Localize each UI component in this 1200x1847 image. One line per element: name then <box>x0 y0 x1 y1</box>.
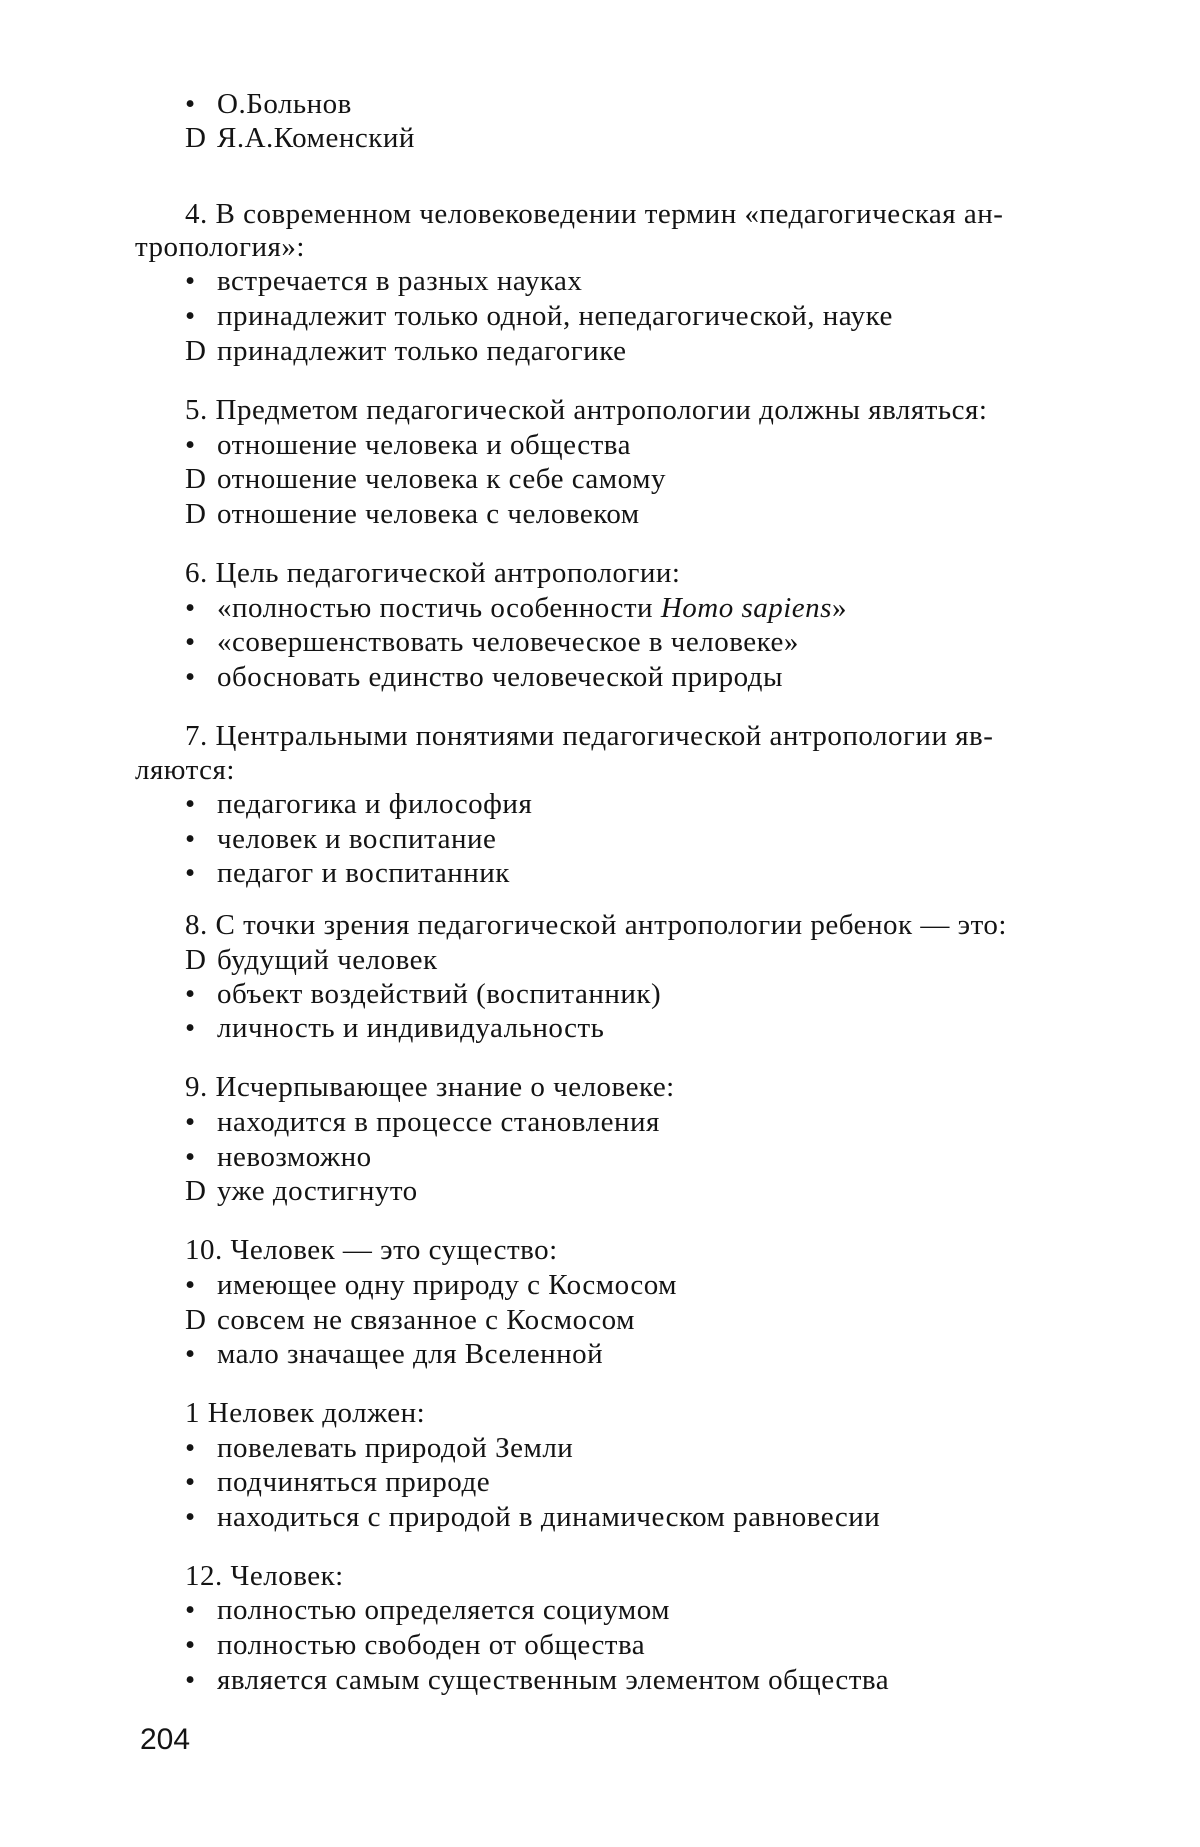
question-5-text: 5. Предметом педагогической антропологии должны являться: <box>185 394 988 426</box>
option-line <box>185 786 532 822</box>
option-marker: D <box>185 122 207 154</box>
option-text: обосновать единство человеческой природы <box>217 661 784 693</box>
option-text: является самым существенным элементом общества <box>217 1664 890 1696</box>
option-marker: • <box>185 857 196 889</box>
latin-term: Homo sapiens <box>660 592 832 624</box>
question-11-text: 1 Неловек должен: <box>185 1397 426 1429</box>
option-line <box>185 855 510 891</box>
option-line <box>185 1499 880 1535</box>
option-marker: D <box>185 1175 207 1207</box>
page-number: 204 <box>140 1723 191 1756</box>
option-text: О.Больнов <box>217 88 352 120</box>
option-marker: • <box>185 978 196 1010</box>
option-text: отношение человека к себе самому <box>217 463 666 495</box>
option-text: полностью определяется социумом <box>217 1594 671 1626</box>
option-line <box>185 1302 635 1338</box>
option-line <box>185 1627 645 1663</box>
option-marker: D <box>185 335 207 367</box>
option-line <box>185 1139 372 1175</box>
option-line <box>185 1173 418 1209</box>
option-line <box>185 1336 603 1372</box>
question-4-text-cont: тропология»: <box>135 231 305 263</box>
option-marker: • <box>185 429 196 461</box>
option-text: имеющее одну природу с Космосом <box>217 1269 677 1301</box>
option-line <box>185 298 893 334</box>
option-text: педагогика и философия <box>217 788 533 820</box>
option-marker: • <box>185 1466 196 1498</box>
option-text: объект воздействий (воспитанник) <box>217 978 662 1010</box>
option-text: принадлежит только одной, непедагогической, науке <box>217 300 893 332</box>
option-marker: • <box>185 823 196 855</box>
option-marker: • <box>185 1269 196 1301</box>
option-line <box>185 263 582 299</box>
option-line <box>185 821 496 857</box>
option-text: невозможно <box>217 1141 372 1173</box>
option-marker: • <box>185 1629 196 1661</box>
option-marker: • <box>185 592 196 624</box>
option-line <box>185 1430 573 1466</box>
option-marker: • <box>185 661 196 693</box>
option-line <box>185 333 626 369</box>
option-text: встречается в разных науках <box>217 265 583 297</box>
option-text: личность и индивидуальность <box>217 1012 605 1044</box>
option-marker: • <box>185 626 196 658</box>
option-text: уже достигнуто <box>217 1175 418 1207</box>
option-line <box>185 1104 660 1140</box>
option-text: Я.А.Коменский <box>217 122 415 154</box>
option-marker: • <box>185 300 196 332</box>
question-6-text: 6. Цель педагогической антропологии: <box>185 557 681 589</box>
option-text: повелевать природой Земли <box>217 1432 574 1464</box>
option-line <box>185 1010 604 1046</box>
option-text: педагог и воспитанник <box>217 857 510 889</box>
option-line <box>185 496 640 532</box>
option-marker: • <box>185 1664 196 1696</box>
option-text: совсем не связанное с Космосом <box>217 1304 635 1336</box>
option-line <box>185 976 661 1012</box>
option-marker: • <box>185 1106 196 1138</box>
option-marker: • <box>185 1501 196 1533</box>
option-text-part: «полностью постичь особенности <box>217 592 661 624</box>
question-10-text: 10. Человек — это существо: <box>185 1234 558 1266</box>
option-line <box>185 1464 490 1500</box>
option-text: полностью свободен от общества <box>217 1629 646 1661</box>
option-text: «совершенствовать человеческое в человеке» <box>217 626 799 658</box>
option-marker: • <box>185 788 196 820</box>
option-text: находится в процессе становления <box>217 1106 660 1138</box>
option-marker: • <box>185 1594 196 1626</box>
question-9-text: 9. Исчерпывающее знание о человеке: <box>185 1071 675 1103</box>
option-text: принадлежит только педагогике <box>217 335 627 367</box>
option-marker: • <box>185 1432 196 1464</box>
question-8-text: 8. С точки зрения педагогической антропологии ребенок — это: <box>185 909 1007 941</box>
option-line <box>185 590 847 626</box>
option-text: мало значащее для Вселенной <box>217 1338 604 1370</box>
option-line <box>185 1592 670 1628</box>
option-line <box>185 1662 889 1698</box>
question-12-text: 12. Человек: <box>185 1560 344 1592</box>
option-marker: D <box>185 498 207 530</box>
option-text: подчиняться природе <box>217 1466 491 1498</box>
option-text: находиться с природой в динамическом равновесии <box>217 1501 881 1533</box>
option-line <box>185 624 799 660</box>
option-text: отношение человека и общества <box>217 429 631 461</box>
option-marker: D <box>185 463 207 495</box>
question-4-text: 4. В современном человековедении термин «педагогическая ан- <box>185 198 1004 230</box>
option-text-part: » <box>831 592 847 624</box>
option-line <box>185 1267 677 1303</box>
option-marker: • <box>185 265 196 297</box>
option-text: отношение человека с человеком <box>217 498 640 530</box>
option-line <box>185 659 783 695</box>
option-text: будущий человек <box>217 944 438 976</box>
option-line <box>185 120 415 156</box>
option-text: человек и воспитание <box>217 823 497 855</box>
option-marker: D <box>185 944 207 976</box>
option-marker: • <box>185 1141 196 1173</box>
option-marker: • <box>185 88 196 120</box>
option-line <box>185 461 666 497</box>
option-line <box>185 427 631 463</box>
option-marker: • <box>185 1012 196 1044</box>
option-line <box>185 942 438 978</box>
question-7-text: 7. Центральными понятиями педагогической антропологии яв- <box>185 720 994 752</box>
option-marker: • <box>185 1338 196 1370</box>
option-marker: D <box>185 1304 207 1336</box>
question-7-text-cont: ляются: <box>135 754 235 786</box>
option-text <box>217 592 847 624</box>
option-line <box>185 86 352 122</box>
